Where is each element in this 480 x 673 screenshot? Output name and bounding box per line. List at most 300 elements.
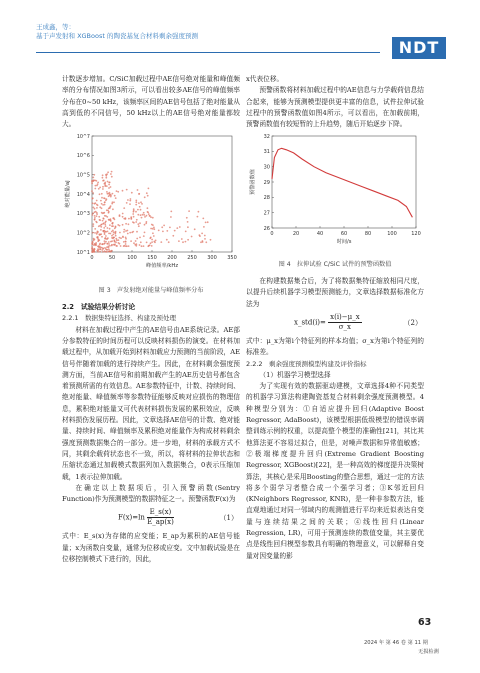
eq2-denominator: σ_x: [338, 322, 352, 331]
paragraph: x代表位移。: [246, 75, 284, 83]
scatter-point: [111, 176, 113, 178]
scatter-point: [105, 226, 107, 228]
journal-issue: 2024 年 第 46 卷 第 11 期: [364, 640, 428, 646]
scatter-point: [123, 218, 125, 220]
y-tick-label: 10^1: [76, 251, 90, 257]
scatter-point: [106, 251, 108, 253]
scatter-point: [94, 249, 96, 251]
y-tick-label: 10^5: [76, 173, 90, 179]
scatter-point: [94, 228, 96, 230]
scatter-point: [115, 235, 117, 237]
scatter-point: [92, 232, 94, 234]
scatter-point: [114, 241, 116, 243]
paragraph: 在确定以上数据项后，引入预警函数(Sentry Function)作为预测模型的数据特征之一。预警函数F(x)为: [62, 483, 240, 504]
scatter-point: [98, 240, 100, 242]
series-line: [272, 149, 412, 218]
scatter-point: [139, 245, 141, 247]
scatter-point: [133, 222, 135, 224]
x-tick-label: 40: [316, 231, 324, 238]
scatter-point: [111, 235, 113, 237]
scatter-point: [99, 249, 101, 251]
scatter-point: [91, 247, 93, 249]
equation-2: [246, 310, 424, 336]
scatter-point: [123, 241, 125, 243]
scatter-point: [122, 216, 124, 218]
figure-4: [246, 130, 424, 256]
scatter-point: [144, 224, 146, 226]
scatter-point: [166, 239, 168, 241]
figure-3: [62, 130, 240, 282]
scatter-point: [108, 211, 110, 213]
scatter-point: [99, 194, 101, 196]
scatter-point: [140, 215, 142, 217]
scatter-point: [110, 221, 112, 223]
scatter-point: [92, 193, 94, 195]
scatter-point: [161, 227, 163, 229]
scatter-point: [110, 219, 112, 221]
scatter-point: [101, 212, 103, 214]
scatter-point: [119, 225, 121, 227]
scatter-point: [135, 200, 137, 202]
scatter-point: [92, 203, 94, 205]
scatter-point: [112, 230, 114, 232]
scatter-point: [113, 202, 115, 204]
scatter-point: [140, 202, 142, 204]
scatter-point: [92, 224, 94, 226]
scatter-point: [140, 242, 142, 244]
scatter-point: [94, 203, 96, 205]
scatter-point: [188, 211, 190, 213]
line-chart: [246, 130, 424, 252]
scatter-point: [122, 190, 124, 192]
scatter-point: [102, 175, 104, 177]
scatter-point: [95, 221, 97, 223]
scatter-point: [162, 231, 164, 233]
scatter-point: [199, 236, 201, 238]
scatter-point: [194, 229, 196, 231]
scatter-point: [143, 212, 145, 214]
eq2-numerator: x(i)−μ_x: [330, 312, 360, 321]
scatter-point: [98, 188, 100, 190]
scatter-point: [94, 232, 96, 234]
scatter-point: [147, 195, 149, 197]
scatter-point: [100, 200, 102, 202]
scatter-point: [97, 249, 99, 251]
scatter-point: [108, 219, 110, 221]
scatter-point: [122, 236, 124, 238]
scatter-point: [108, 184, 110, 186]
scatter-point: [108, 251, 110, 253]
scatter-point: [111, 237, 113, 239]
scatter-point: [166, 230, 168, 232]
scatter-point: [115, 242, 117, 244]
scatter-point: [96, 216, 98, 218]
scatter-point: [123, 208, 125, 210]
scatter-point: [139, 237, 141, 239]
scatter-point: [119, 216, 121, 218]
scatter-point: [128, 218, 130, 220]
scatter-point: [131, 192, 133, 194]
journal-name: 无损检测: [418, 649, 439, 655]
scatter-point: [118, 242, 120, 244]
scatter-point: [137, 224, 139, 226]
scatter-point: [146, 242, 148, 244]
journal-logo: NDT: [392, 37, 446, 59]
scatter-point: [137, 209, 139, 211]
scatter-point: [144, 197, 146, 199]
scatter-point: [155, 240, 157, 242]
scatter-point: [106, 249, 108, 251]
scatter-point: [160, 242, 162, 244]
scatter-point: [104, 185, 106, 187]
scatter-point: [94, 215, 96, 217]
x-axis-label: 峰值频率/kHz: [145, 263, 179, 270]
x-tick-label: 150: [147, 255, 157, 262]
scatter-point: [123, 229, 125, 231]
scatter-point: [137, 190, 139, 192]
scatter-point: [112, 193, 114, 195]
scatter-point: [96, 185, 98, 187]
scatter-point: [108, 247, 110, 249]
scatter-point: [116, 191, 118, 193]
scatter-point: [92, 198, 94, 200]
scatter-point: [101, 208, 103, 210]
scatter-point: [144, 216, 146, 218]
scatter-point: [99, 219, 101, 221]
scatter-point: [152, 225, 154, 227]
paragraph: 在构建数据集合后，为了将数据集特征缩放相同尺度，以提升后续机器学习模型预测能力，文章选择数据标准化方法为: [246, 277, 424, 308]
scatter-point: [128, 246, 130, 248]
scatter-point: [110, 206, 112, 208]
scatter-point: [106, 247, 108, 249]
subsection-heading: 2.2.2 剩余强度预测模型构建及评价指标: [246, 359, 367, 368]
header-authors: 王成鑫，等：: [36, 23, 75, 31]
scatter-point: [101, 236, 103, 238]
scatter-point: [141, 246, 143, 248]
scatter-point: [108, 233, 110, 235]
paragraph: 预警函数将材料加载过程中的AE信息与力学载荷信息结合起来，能够为预测模型提供更丰富的信息，试件拉伸试验过程中的预警函数值如图4所示，可以看出，在加载前期，预警函数值有较短暂的上升趋势，随后开始逐步下降。: [246, 86, 424, 129]
scatter-point: [125, 223, 127, 225]
scatter-point: [101, 193, 103, 195]
scatter-point: [100, 229, 102, 231]
scatter-point: [141, 203, 143, 205]
scatter-point: [200, 242, 202, 244]
scatter-point: [139, 206, 141, 208]
scatter-point: [110, 187, 112, 189]
x-tick-label: 0: [270, 231, 274, 238]
scatter-point: [108, 244, 110, 246]
scatter-point: [94, 212, 96, 214]
scatter-point: [147, 212, 149, 214]
scatter-point: [106, 216, 108, 218]
scatter-point: [182, 242, 184, 244]
scatter-point: [104, 234, 106, 236]
left-column: [62, 74, 240, 565]
scatter-point: [205, 222, 207, 224]
scatter-point: [202, 241, 204, 243]
scatter-point: [91, 244, 93, 246]
scatter-point: [137, 214, 139, 216]
scatter-point: [138, 203, 140, 205]
scatter-point: [131, 232, 133, 234]
eq2-lhs: x_std(i)=: [294, 318, 326, 327]
scatter-point: [94, 208, 96, 210]
x-tick-label: 20: [292, 231, 300, 238]
scatter-point: [108, 249, 110, 251]
scatter-point: [123, 245, 125, 247]
scatter-point: [102, 251, 104, 253]
scatter-point: [197, 216, 199, 218]
scatter-point: [130, 199, 132, 201]
scatter-point: [91, 183, 93, 185]
scatter-point: [115, 238, 117, 240]
scatter-point: [158, 230, 160, 232]
scatter-point: [204, 235, 206, 237]
scatter-point: [201, 233, 203, 235]
scatter-point: [148, 214, 150, 216]
scatter-point: [112, 234, 114, 236]
x-tick-label: 100: [127, 255, 137, 262]
scatter-point: [94, 188, 96, 190]
scatter-point: [111, 241, 113, 243]
scatter-point: [148, 188, 150, 190]
y-tick-label: 27: [263, 210, 270, 217]
scatter-point: [108, 208, 110, 210]
eq2-label: （2）: [403, 318, 422, 327]
scatter-point: [133, 211, 135, 213]
scatter-point: [126, 202, 128, 204]
scatter-point: [99, 251, 101, 253]
scatter-point: [145, 223, 147, 225]
scatter-point: [110, 251, 112, 253]
paragraph: 式中：E_s(x)为存储的应变能；E_ap为累积的AE信号能量；x为函数自变量，通常为位移或应变。文中加载试验是在位移控制模式下进行的，因此，: [62, 532, 240, 564]
scatter-point: [198, 211, 200, 213]
scatter-point: [153, 229, 155, 231]
x-tick-label: 350: [227, 255, 237, 262]
scatter-point: [104, 204, 106, 206]
scatter-point: [141, 217, 143, 219]
scatter-point: [153, 227, 155, 229]
y-tick-label: 10^4: [76, 193, 90, 199]
scatter-point: [148, 245, 150, 247]
paragraph: 材料在加载过程中产生的AE信号由AE系统记录。AE部分参数特征的时间历程可以反映材料损伤的演变。在材料加载过程中，从加载开始到材料加载应力预测的当前阶段，AE信号伴随着加载的进行持续产生。因此，在材料剩余强度预测方面，当前AE信号和前期加载产生的AE历史信号都包含着预测所需的有效信息。AE参数特征中，计数、持续时间、绝对能量、峰值频率等参数特征能够反映对应损伤的物理信息，累积绝对能量又可代表材料损伤发展的累积效应，反映材料损伤发展历程。因此，文章选择AE信号的计数、绝对能量、持续时间、峰值频率及累积绝对能量作为构成材料剩余强度预测数据集合的一部分。进一步地，材料的承载方式不同，其剩余载荷状态也不一致，所以，将材料的拉伸状态和压缩状态通过加载模式数据列加入数据集合，0表示压缩加载，1表示拉伸加载。: [62, 325, 240, 481]
scatter-point: [187, 239, 189, 241]
scatter-point: [108, 182, 110, 184]
plot-frame: [272, 136, 416, 228]
scatter-point: [134, 244, 136, 246]
scatter-point: [101, 244, 103, 246]
scatter-point: [115, 232, 117, 234]
scatter-point: [95, 180, 97, 182]
scatter-point: [138, 194, 140, 196]
scatter-point: [91, 191, 93, 193]
scatter-point: [170, 211, 172, 213]
scatter-point: [113, 244, 115, 246]
scatter-point: [127, 200, 129, 202]
scatter-point: [101, 250, 103, 252]
scatter-point: [96, 200, 98, 202]
scatter-point: [92, 177, 94, 179]
scatter-point: [92, 242, 94, 244]
scatter-point: [129, 204, 131, 206]
paragraph: 为了实现有效的数据驱动建模，文章选择4种不同类型的机器学习算法构建陶瓷基复合材料剩余强度预测模型。4种模型分别为：①自适应提升回归(Adaptive Boost Regressor, AdaBoost)，该模型根据低级模型的错误率调整训练示例的权重，以提高整个模型的准确性[21]，其比其他算法更不容易过拟合，但是，对噪声数据和异常值敏感；②极端梯度提升回归(Extreme Gradient Boosting Regressor, XGBoost)[22]，是一种高效的梯度提升决策树算法，其核心是采用Boosting的整合思想，通过一定的方法将多个弱学习者整合成一个强学习者；③K邻近回归(KNeighbors Regressor, KNR)，是一种非参数方法，能直观地通过对同一邻域内的观测值进行平均来近似表达自变量与连续结果之间的关联；④线性回归(Linear Regression, LR)，可用于预测连续的数值变量，其主要优点是线性回归模型参数具有明确的物理意义，可以解释自变量对因变量的影: [246, 382, 424, 560]
scatter-point: [127, 233, 129, 235]
scatter-point: [129, 200, 131, 202]
scatter-point: [95, 185, 97, 187]
scatter-point: [152, 228, 154, 230]
scatter-point: [93, 251, 95, 253]
scatter-point: [114, 195, 116, 197]
scatter-point: [136, 219, 138, 221]
header-title: 基于声发射和 XGBoost 的陶瓷基复合材料剩余强度预测: [36, 32, 198, 40]
scatter-point: [185, 241, 187, 243]
scatter-point: [109, 228, 111, 230]
scatter-point: [127, 230, 129, 232]
y-tick-label: 26: [263, 226, 270, 233]
scatter-point: [92, 214, 94, 216]
scatter-point: [125, 241, 127, 243]
scatter-point: [103, 227, 105, 229]
scatter-point: [125, 244, 127, 246]
scatter-point: [117, 191, 119, 193]
scatter-point: [144, 232, 146, 234]
y-tick-label: 29: [263, 180, 270, 187]
scatter-point: [133, 209, 135, 211]
scatter-point: [91, 248, 93, 250]
scatter-point: [142, 214, 144, 216]
scatter-point: [115, 227, 117, 229]
scatter-point: [125, 238, 127, 240]
scatter-point: [96, 232, 98, 234]
x-tick-label: 120: [411, 231, 421, 238]
scatter-point: [107, 172, 109, 174]
scatter-point: [205, 242, 207, 244]
subsection-heading: 2.2.1 数据集特征选择、构建及预处理: [62, 314, 177, 323]
x-tick-label: 300: [207, 255, 217, 262]
scatter-point: [108, 242, 110, 244]
scatter-point: [143, 236, 145, 238]
scatter-point: [187, 221, 189, 223]
scatter-point: [92, 213, 94, 215]
scatter-point: [151, 242, 153, 244]
scatter-point: [168, 242, 170, 244]
scatter-point: [98, 216, 100, 218]
scatter-point: [104, 224, 106, 226]
scatter-point: [101, 197, 103, 199]
scatter-point: [130, 241, 132, 243]
scatter-point: [111, 223, 113, 225]
scatter-point: [128, 224, 130, 226]
scatter-point: [97, 182, 99, 184]
scatter-point: [102, 189, 104, 191]
y-tick-label: 10^7: [76, 135, 90, 141]
section-heading: 2.2 试验结果分析讨论: [62, 303, 136, 312]
scatter-point: [152, 217, 154, 219]
scatter-point: [104, 182, 106, 184]
scatter-point: [106, 239, 108, 241]
scatter-point: [120, 238, 122, 240]
right-column: [246, 74, 424, 562]
equation-1: [62, 505, 240, 531]
scatter-point: [111, 203, 113, 205]
x-tick-label: 100: [387, 231, 397, 238]
scatter-point: [138, 226, 140, 228]
scatter-point: [119, 237, 121, 239]
scatter-point: [122, 224, 124, 226]
scatter-point: [151, 245, 153, 247]
paragraph: 式中：μ_x为第i个特征列的样本均值；σ_x为第i个特征列的标准差。: [246, 336, 424, 357]
y-tick-label: 32: [263, 134, 270, 141]
scatter-point: [98, 226, 100, 228]
y-tick-label: 10^3: [76, 212, 90, 218]
scatter-point: [150, 243, 152, 245]
scatter-point: [103, 218, 105, 220]
scatter-point: [146, 215, 148, 217]
scatter-point: [136, 238, 138, 240]
scatter-point: [104, 198, 106, 200]
scatter-point: [104, 247, 106, 249]
page-header: [0, 0, 480, 66]
x-axis-label: 时间/s: [336, 239, 352, 246]
scatter-point: [95, 242, 97, 244]
scatter-point: [135, 211, 137, 213]
scatter-point: [101, 247, 103, 249]
scatter-point: [112, 209, 114, 211]
scatter-point: [107, 181, 109, 183]
scatter-point: [143, 214, 145, 216]
scatter-point: [204, 238, 206, 240]
list-item: （1）机器学习模型选择: [259, 370, 331, 379]
scatter-point: [109, 225, 111, 227]
scatter-point: [96, 204, 98, 206]
scatter-point: [170, 217, 172, 219]
scatter-point: [97, 237, 99, 239]
scatter-point: [129, 232, 131, 234]
scatter-point: [122, 213, 124, 215]
scatter-point: [93, 238, 95, 240]
y-tick-label: 10^2: [76, 231, 90, 237]
scatter-point: [110, 174, 112, 176]
scatter-point: [94, 219, 96, 221]
scatter-point: [146, 193, 148, 195]
scatter-point: [149, 215, 151, 217]
scatter-point: [126, 189, 128, 191]
scatter-point: [152, 233, 154, 235]
scatter-point: [93, 174, 95, 176]
scatter-point: [207, 222, 209, 224]
y-tick-label: 30: [263, 164, 270, 171]
scatter-point: [120, 246, 122, 248]
scatter-point: [99, 243, 101, 245]
scatter-point: [102, 186, 104, 188]
figure-4-caption: 图 4 拉伸试验 C/SiC 试件的预警函数值: [278, 260, 392, 268]
scatter-point: [135, 241, 137, 243]
y-tick-label: 10^6: [76, 154, 90, 160]
scatter-point: [140, 209, 142, 211]
scatter-point: [94, 217, 96, 219]
scatter-point: [104, 202, 106, 204]
scatter-point: [169, 227, 171, 229]
scatter-point: [111, 245, 113, 247]
scatter-point: [102, 220, 104, 222]
scatter-point: [97, 251, 99, 253]
scatter-point: [150, 237, 152, 239]
scatter-point: [107, 228, 109, 230]
y-tick-label: 31: [263, 149, 270, 156]
scatter-point: [179, 227, 181, 229]
scatter-point: [111, 226, 113, 228]
scatter-point: [113, 232, 115, 234]
